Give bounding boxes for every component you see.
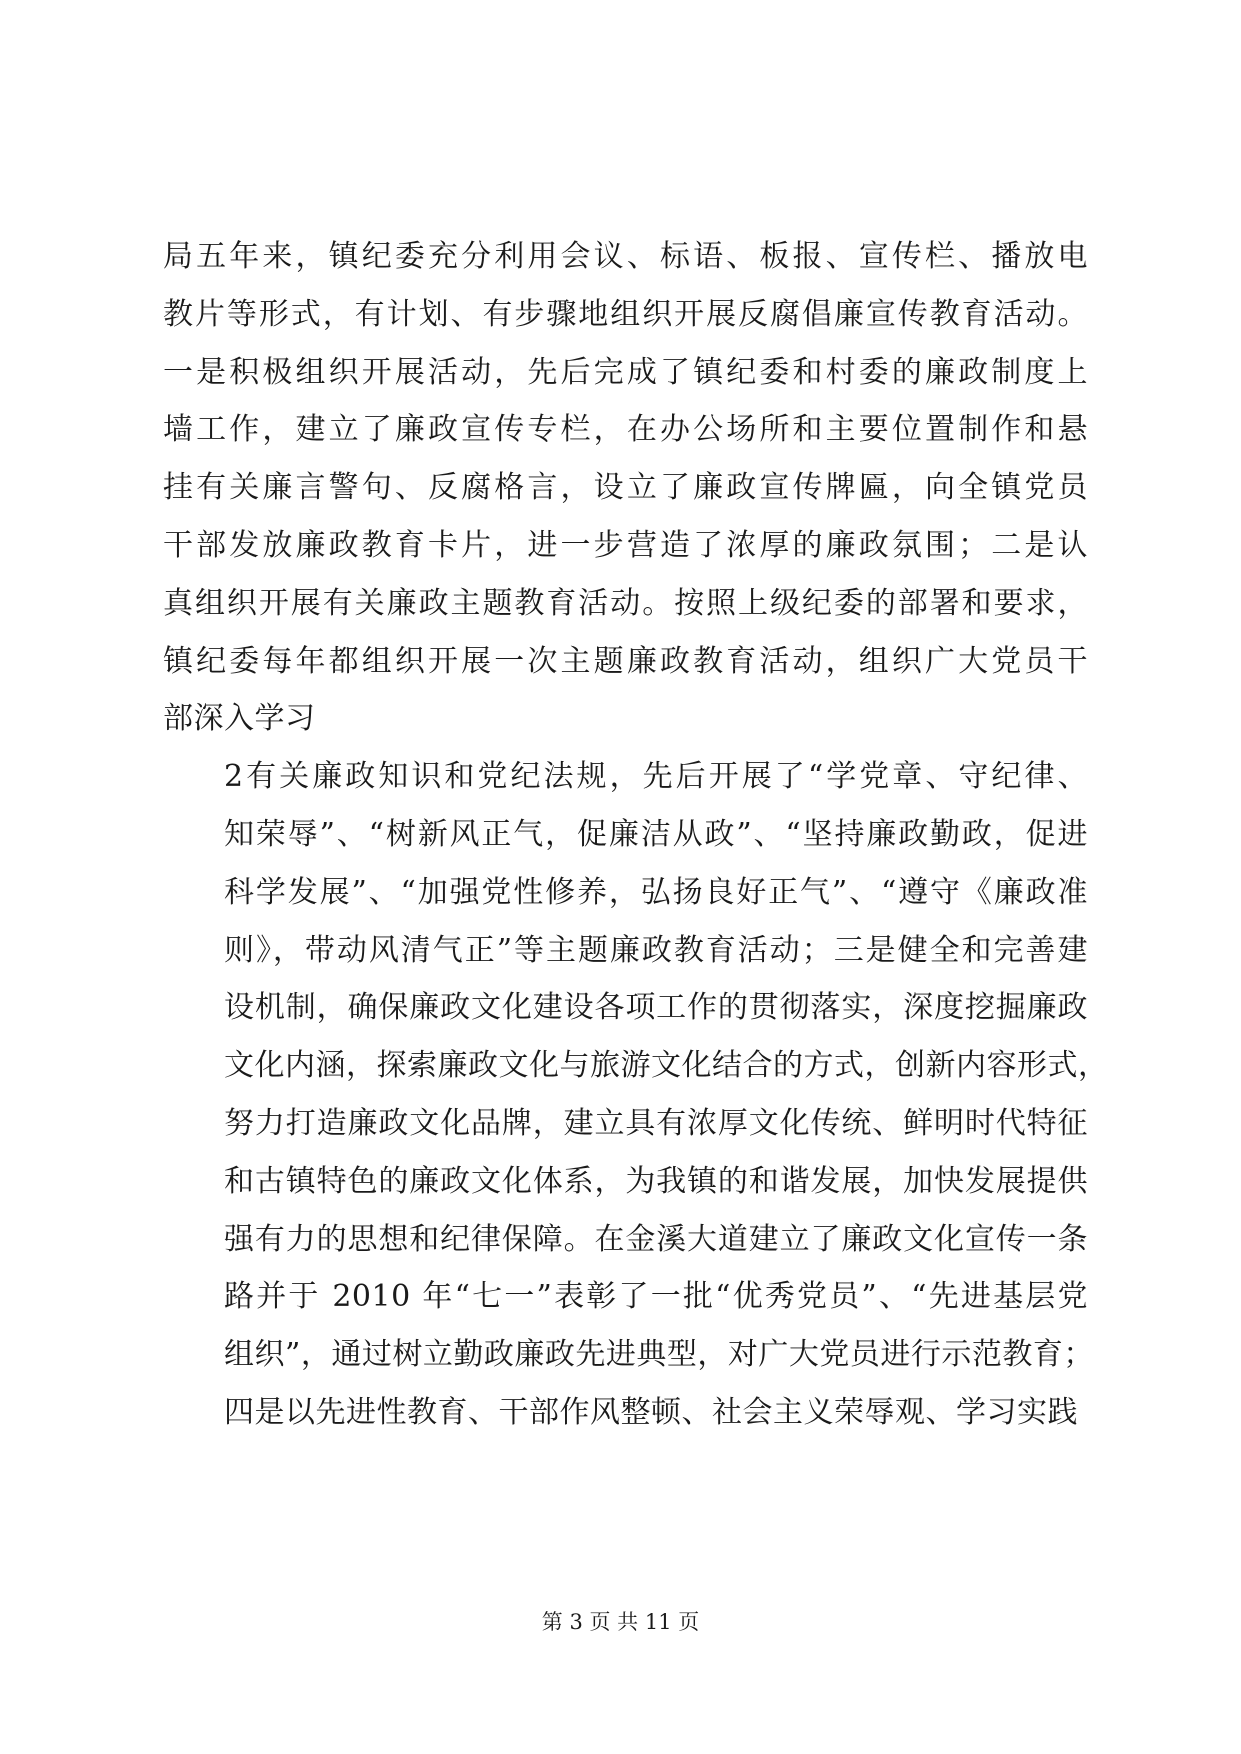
document-body (163, 228, 1109, 1442)
text-line: 则》，带动风清气正”等主题廉政教育活动；三是健全和完善建 (224, 932, 1088, 968)
text-line: 教片等形式，有计划、有步骤地组织开展反腐倡廉宣传教育活动。 (163, 296, 1088, 332)
text-line: 2有关廉政知识和党纪法规，先后开展了“学党章、守纪律、 (224, 759, 1088, 795)
text-line: 组织”，通过树立勤政廉政先进典型，对广大党员进行示范教育； (224, 1337, 1094, 1373)
text-line: 墙工作，建立了廉政宣传专栏，在办公场所和主要位置制作和悬 (163, 412, 1088, 448)
text-line: 挂有关廉言警句、反腐格言，设立了廉政宣传牌匾，向全镇党员 (163, 470, 1088, 506)
text-line: 路并于 2010 年“七一”表彰了一批“优秀党员”、“先进基层党 (224, 1279, 1088, 1315)
page-footer: 第 3 页 共 11 页 (541, 1610, 700, 1634)
paragraph (163, 748, 1109, 1442)
text-line: 一是积极组织开展活动，先后完成了镇纪委和村委的廉政制度上 (163, 354, 1088, 390)
text-line: 局五年来，镇纪委充分利用会议、标语、板报、宣传栏、播放电 (163, 239, 1088, 274)
text-line: 真组织开展有关廉政主题教育活动。按照上级纪委的部署和要求， (163, 585, 1088, 621)
text-line: 知荣辱”、“树新风正气，促廉洁从政”、“坚持廉政勤政，促进 (224, 816, 1088, 852)
paragraph (163, 228, 1088, 748)
text-line: 干部发放廉政教育卡片，进一步营造了浓厚的廉政氛围；二是认 (163, 527, 1088, 563)
text-line: 四是以先进性教育、干部作风整顿、社会主义荣辱观、学习实践 (224, 1394, 1078, 1430)
text-line: 部深入学习 (163, 701, 316, 737)
text-line: 科学发展”、“加强党性修养，弘扬良好正气”、“遵守《廉政准 (224, 874, 1088, 910)
text-line: 设机制，确保廉政文化建设各项工作的贯彻落实，深度挖掘廉政 (224, 990, 1088, 1026)
text-line: 强有力的思想和纪律保障。在金溪大道建立了廉政文化宣传一条 (224, 1221, 1088, 1257)
text-line: 努力打造廉政文化品牌，建立具有浓厚文化传统、鲜明时代特征 (224, 1105, 1088, 1141)
text-line: 和古镇特色的廉政文化体系，为我镇的和谐发展，加快发展提供 (224, 1163, 1088, 1199)
text-line: 镇纪委每年都组织开展一次主题廉政教育活动，组织广大党员干 (163, 643, 1088, 679)
text-line: 文化内涵，探索廉政文化与旅游文化结合的方式，创新内容形式， (224, 1048, 1109, 1084)
